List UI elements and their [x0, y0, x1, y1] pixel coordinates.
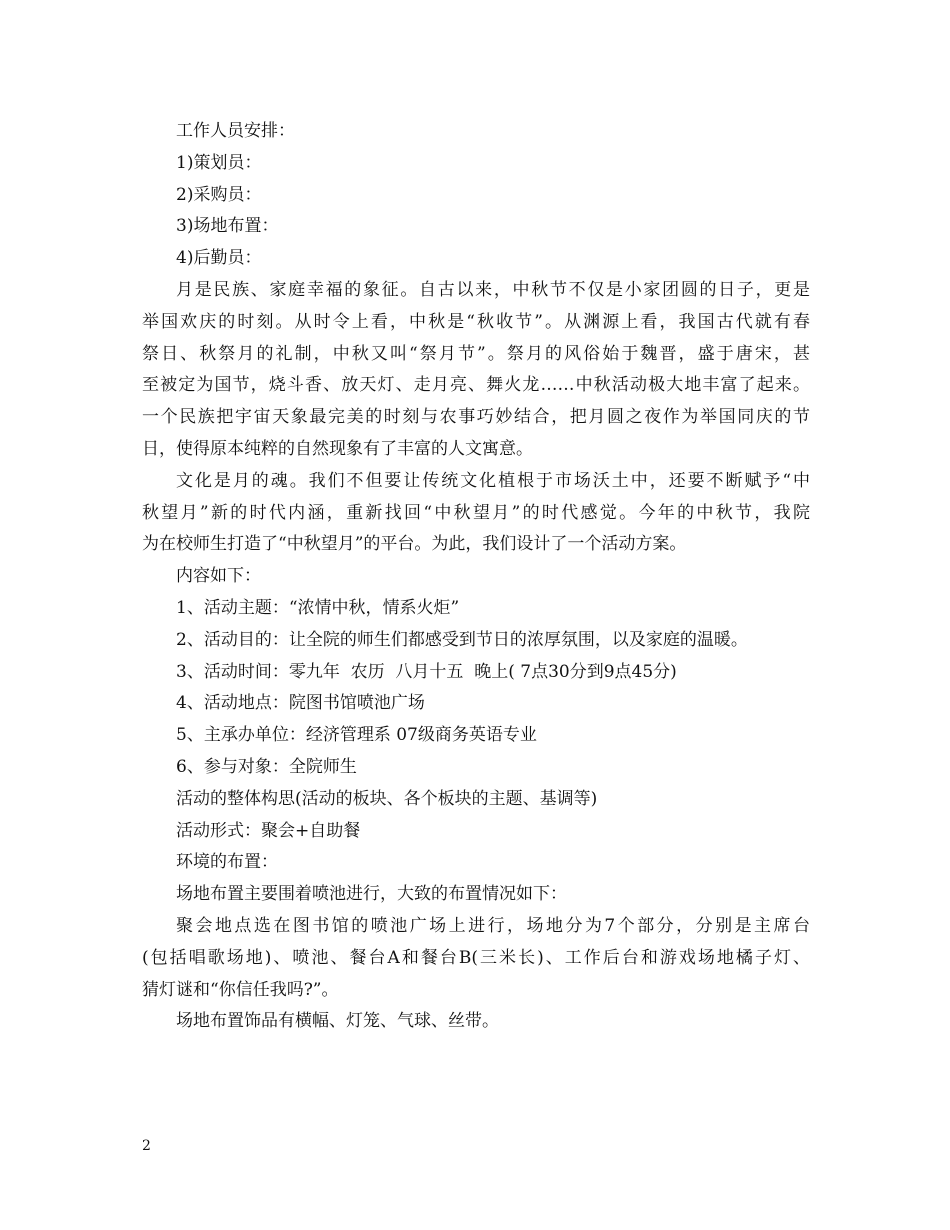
- activity-participants: 6、参与对象：全院师生: [176, 756, 357, 777]
- list-item-purchaser: 2)采购员：: [176, 184, 262, 205]
- activity-purpose: 2、活动目的：让全院的师生们都感受到节日的浓厚氛围，以及家庭的温暖。: [176, 629, 748, 650]
- list-item-planner: 1)策划员：: [176, 152, 262, 173]
- environment-heading: 环境的布置：: [176, 852, 278, 873]
- paragraph-culture-line-3: 为在校师生打造了“中秋望月”的平台。为此，我们设计了一个活动方案。: [142, 534, 687, 555]
- paragraph-culture-line-1: 文化是月的魂。我们不但要让传统文化植根于市场沃土中，还要不断赋予“中: [176, 470, 810, 491]
- paragraph-moon-line-6: 日，使得原本纯粹的自然现象有了丰富的人文寓意。: [142, 438, 533, 459]
- paragraph-moon-line-5: 一个民族把宇宙天象最完美的时刻与农事巧妙结合，把月圆之夜作为举国同庆的节: [142, 407, 810, 428]
- overall-concept: 活动的整体构思(活动的板块、各个板块的主题、基调等): [176, 788, 598, 809]
- paragraph-moon-line-3: 祭日、秋祭月的礼制，中秋又叫“祭月节”。祭月的风俗始于魏晋，盛于唐宋，甚: [142, 343, 810, 364]
- activity-location: 4、活动地点：院图书馆喷池广场: [176, 693, 425, 714]
- paragraph-moon-line-4: 至被定为国节，烧斗香、放天灯、走月亮、舞火龙……中秋活动极大地丰富了起来。: [142, 375, 810, 396]
- activity-theme: 1、活动主题：“浓情中秋，情系火炬”: [176, 597, 460, 618]
- document-body: [142, 116, 810, 1038]
- paragraph-moon-line-1: 月是民族、家庭幸福的象征。自古以来，中秋节不仅是小家团圆的日子，更是: [176, 279, 810, 300]
- staff-heading: 工作人员安排：: [176, 121, 295, 141]
- activity-format: 活动形式：聚会+自助餐: [176, 820, 361, 841]
- list-item-logistics: 4)后勤员：: [176, 248, 262, 269]
- activity-organizer: 5、主承办单位：经济管理系 07级商务英语专业: [176, 725, 537, 746]
- paragraph-venue-line-3: 猜灯谜和“你信任我吗?”。: [142, 979, 339, 1000]
- decorations-line: 场地布置饰品有横幅、灯笼、气球、丝带。: [176, 1011, 499, 1032]
- paragraph-venue-line-2: (包括唱歌场地)、喷池、餐台A和餐台B(三米长)、工作后台和游戏场地橘子灯、: [142, 947, 810, 968]
- venue-layout-intro: 场地布置主要围着喷池进行，大致的布置情况如下：: [176, 884, 567, 905]
- paragraph-culture-line-2: 秋望月”新的时代内涵，重新找回“中秋望月”的时代感觉。今年的中秋节，我院: [142, 502, 810, 523]
- paragraph-venue-line-1: 聚会地点选在图书馆的喷池广场上进行，场地分为7个部分，分别是主席台: [176, 915, 810, 936]
- activity-time: 3、活动时间：零九年 农历 八月十五 晚上( 7点30分到9点45分): [176, 661, 677, 682]
- paragraph-moon-line-2: 举国欢庆的时刻。从时令上看，中秋是“秋收节”。从渊源上看，我国古代就有春: [142, 311, 810, 332]
- content-heading: 内容如下：: [176, 566, 261, 587]
- list-item-venue: 3)场地布置：: [176, 216, 279, 237]
- page-number: 2: [142, 1138, 151, 1154]
